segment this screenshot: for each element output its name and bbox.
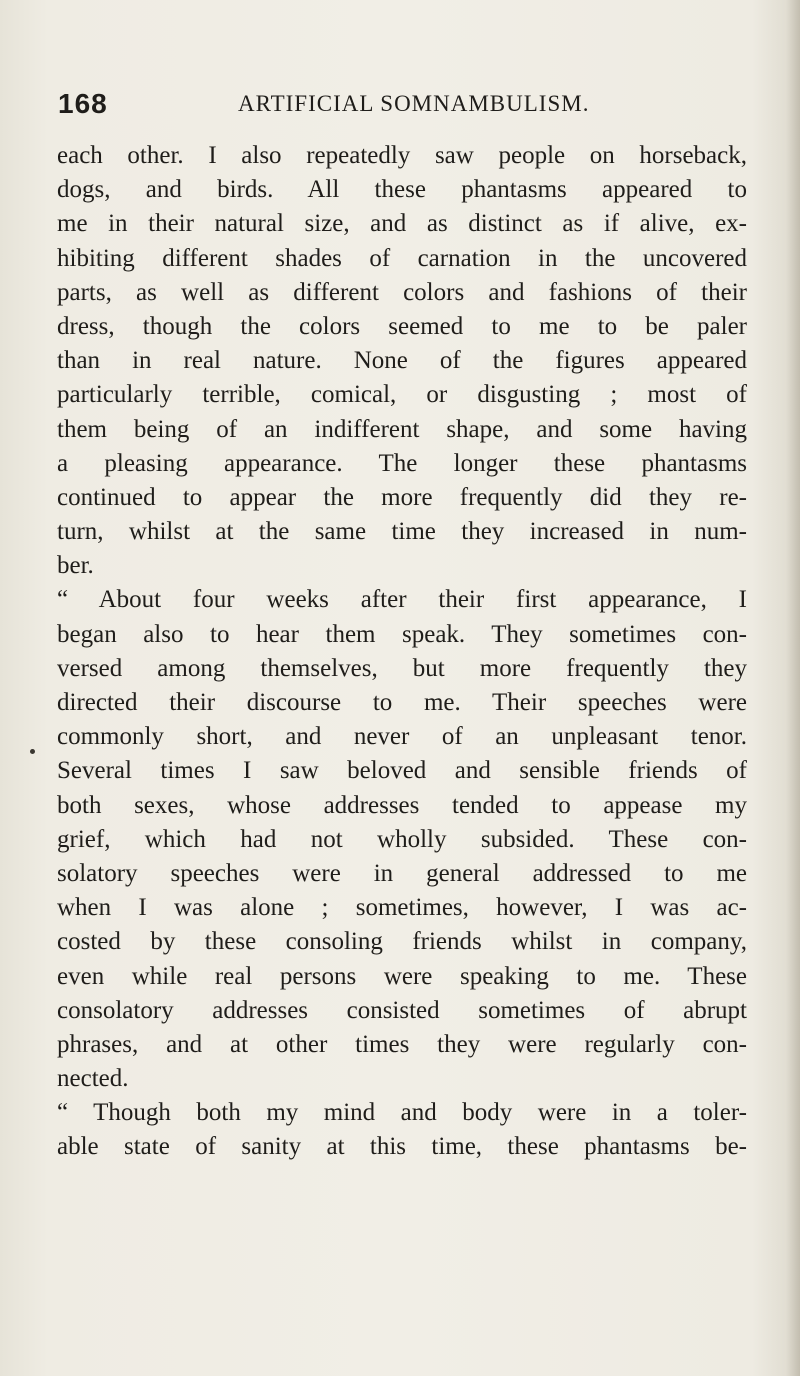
text-line: grief, which had not wholly subsided. These con-	[57, 825, 747, 853]
text-line: me in their natural size, and as distinct as if alive, ex-	[57, 210, 747, 238]
text-line: costed by these consoling friends whilst in company,	[57, 928, 747, 956]
text-line: began also to hear them speak. They sometimes con-	[57, 620, 747, 648]
text-line: continued to appear the more frequently did they re-	[57, 483, 747, 511]
margin-mark	[30, 749, 35, 754]
page-edge-shadow	[786, 0, 800, 1376]
text-line: commonly short, and never of an unpleasant tenor.	[57, 723, 747, 751]
text-line: directed their discourse to me. Their speeches were	[57, 689, 747, 716]
text-line: both sexes, whose addresses tended to appease my	[57, 791, 747, 819]
text-line: even while real persons were speaking to me. These	[57, 962, 747, 990]
text-line: than in real nature. None of the figures appeared	[57, 347, 747, 375]
text-line: dogs, and birds. All these phantasms appeared to	[57, 176, 747, 204]
text-line: versed among themselves, but more frequently they	[57, 654, 747, 682]
text-line: “ About four weeks after their first appearance, I	[57, 586, 747, 614]
text-line: phrases, and at other times they were regularly con-	[57, 1030, 747, 1058]
text-line: parts, as well as different colors and fashions of their	[57, 278, 747, 306]
text-line: nected.	[57, 1065, 129, 1093]
running-head	[58, 84, 758, 124]
text-line: able state of sanity at this time, these phantasms be-	[57, 1133, 747, 1161]
text-line: consolatory addresses consisted sometimes of abrupt	[57, 996, 747, 1024]
text-line: particularly terrible, comical, or disgusting ; most of	[57, 381, 747, 409]
text-line: turn, whilst at the same time they increased in num-	[57, 518, 747, 546]
text-line: hibiting different shades of carnation in the uncovered	[57, 244, 747, 272]
text-line: a pleasing appearance. The longer these phantasms	[57, 449, 747, 477]
text-line: dress, though the colors seemed to me to be paler	[57, 312, 747, 340]
text-line: Several times I saw beloved and sensible friends of	[57, 757, 747, 785]
text-line: ber.	[57, 552, 94, 580]
text-line: when I was alone ; sometimes, however, I was ac-	[57, 894, 747, 922]
text-line: each other. I also repeatedly saw people on horseback,	[57, 142, 747, 169]
page-number: 168	[58, 88, 108, 119]
body-text	[57, 139, 747, 1165]
text-line: them being of an indifferent shape, and some having	[57, 415, 747, 443]
text-line: “ Though both my mind and body were in a toler-	[57, 1099, 747, 1127]
running-title: ARTIFICIAL SOMNAMBULISM.	[238, 91, 590, 116]
text-line: solatory speeches were in general addressed to me	[57, 859, 747, 887]
